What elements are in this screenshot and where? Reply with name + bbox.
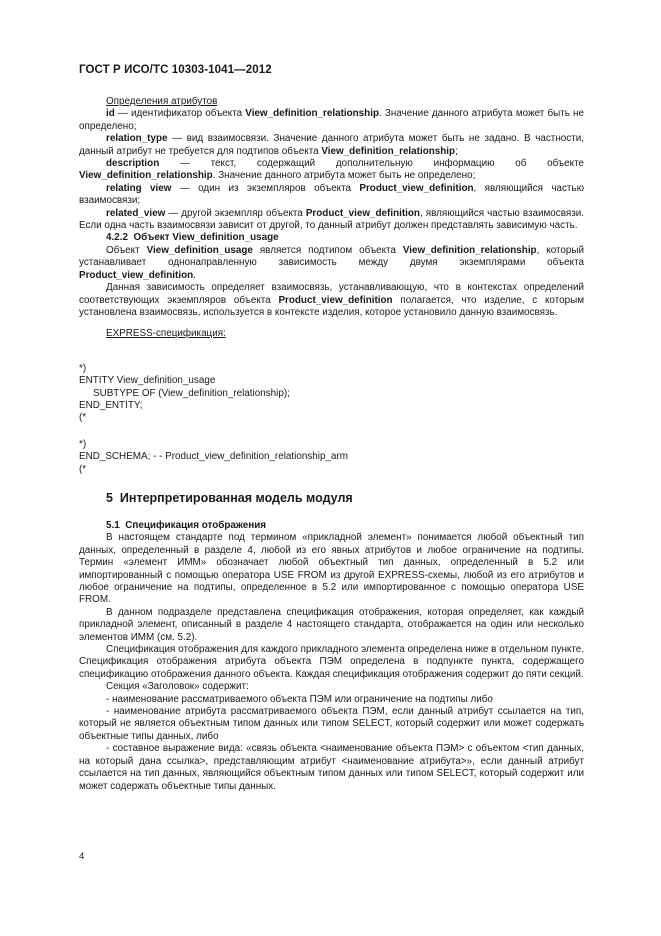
express-heading: EXPRESS-спецификация: <box>106 328 226 340</box>
express-line: *) <box>79 438 87 450</box>
section-5-1-title: 5.1 Спецификация отображения <box>106 519 267 531</box>
attr-def-id: id — идентификатор объекта View_definition_relationship. Значение данного атрибута может быть не определено; <box>79 108 584 132</box>
section-4-2-2-title: 4.2.2 Объект View_definition_usage <box>106 232 279 244</box>
section-4-2-2-paragraph-1: Объект View_definition_usage является подтипом объекта View_definition_relationship, который устанавливает однонаправленную зависимость между двумя экземплярами объекта Product_view_definition. <box>79 244 585 281</box>
attr-def-related-view: related_view — другой экземпляр объекта Product_view_definition, являющийся частью взаимосвязи. Если одна часть взаимосвязи зависит от другой, то данный атрибут должен представлять зависимую часть. <box>79 207 584 232</box>
section-5-1-paragraph: Секция «Заголовок» содержит: <box>106 681 249 693</box>
express-line: END_ENTITY; <box>79 399 143 411</box>
attr-def-description: description — текст, содержащий дополнительную информацию об объекте View_definition_relationship. Значение данного атрибута может быть не определено; <box>79 158 584 182</box>
express-line: ENTITY View_definition_usage <box>79 375 216 387</box>
express-line: END_SCHEMA; - - Product_view_definition_relationship_arm <box>79 451 348 463</box>
express-line: SUBTYPE OF (View_definition_relationship); <box>93 387 290 399</box>
section-5-title: 5 Интерпретированная модель модуля <box>106 490 353 505</box>
list-item: - составное выражение вида: «связь объекта <наименование объекта ПЭМ> с объектом <тип данных, на который дана ссылка>, представляющим атрибут <наименование атрибута>», если данный атрибут ссылается на тип данных, являющийся объектным типом данных или типом SELECT, который содержит или может содержать объектные типы данных. <box>79 743 584 792</box>
attr-def-relation-type: relation_type — вид взаимосвязи. Значение данного атрибута может быть не задано. В частности, данный атрибут не требуется для подтипов объекта View_definition_relationship; <box>79 133 584 157</box>
list-item: - наименование атрибута рассматриваемого объекта ПЭМ, если данный атрибут ссылается на тип, который не является объектным типом данных или типом SELECT, который содержит или может содержать объектные типы данных, либо <box>79 706 584 742</box>
attr-def-relating-view: relating view — один из экземпляров объекта Product_view_definition, являющийся частью взаимосвязи; <box>79 182 584 207</box>
express-line: (* <box>79 463 87 475</box>
list-item: - наименование рассматриваемого объекта ПЭМ или ограничение на подтипы либо <box>106 693 493 705</box>
attr-defs-heading: Определения атрибутов <box>106 96 218 107</box>
section-4-2-2-paragraph-2: Данная зависимость определяет взаимосвязь, устанавливающую, что в контекстах определений соответствующих экземпляров объекта Product_view_definition полагается, что изделие, с которым установлена взаимосвязь, используется в контексте изделия, которое установило данную взаимосвязь. <box>79 282 584 318</box>
express-line: (* <box>79 412 87 424</box>
page-number: 4 <box>79 851 85 862</box>
section-5-1-paragraph: Спецификация отображения для каждого прикладного элемента определена ниже в отдельном пункте. Спецификация отображения атрибута объекта ПЭМ определена в подпункте пункта, содержащего спецификацию отображения данного объекта. Каждая спецификация отображения содержит до пяти секций. <box>79 644 584 680</box>
section-5-1-paragraph: В данном подразделе представлена спецификация отображения, которая определяет, как каждый прикладной элемент, описанный в разделе 4 настоящего стандарта, отображается на один или несколько элементов ИММ (см. 5.2). <box>79 606 584 643</box>
express-line: *) <box>79 362 87 374</box>
document-header: ГОСТ Р ИСО/ТС 10303-1041—2012 <box>79 64 272 76</box>
section-5-1-paragraph: В настоящем стандарте под термином «прикладной элемент» понимается любой объектный тип данных, определенный в разделе 4, любой из его явных атрибутов и любое ограничение на подтипы. Термин «элемент ИММ» обозначает любой объектный тип данных, определенный в 5.2 или импортированный с помощью оператора USE FROM из другой EXPRESS-схемы, любой из его атрибутов и любое ограничение на подтипы, определенное в 5.2 или импортированное с помощью оператора USE FROM. <box>79 532 584 606</box>
page-body <box>79 96 584 793</box>
